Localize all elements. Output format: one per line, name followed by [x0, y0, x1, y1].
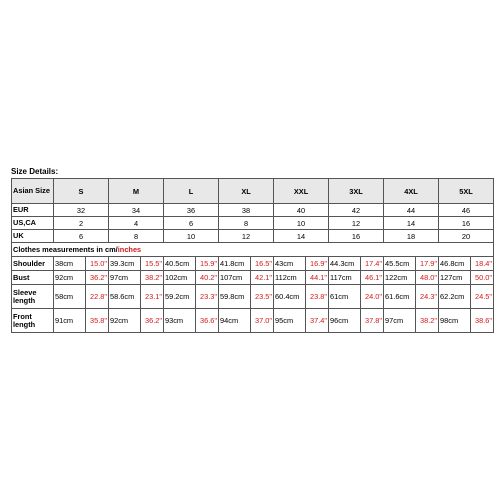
- table-row: [12, 309, 494, 333]
- inch-value: 23.3": [196, 285, 219, 309]
- size-header-3xl: 3XL: [329, 179, 384, 204]
- size-value: 2: [54, 217, 109, 230]
- size-header-m: M: [109, 179, 164, 204]
- cm-value: 122cm: [384, 271, 416, 285]
- inch-value: 42.1": [251, 271, 274, 285]
- size-value: 4: [109, 217, 164, 230]
- table-row: [12, 257, 494, 271]
- cm-value: 92cm: [109, 309, 141, 333]
- cm-value: 107cm: [219, 271, 251, 285]
- inch-value: 16.9": [306, 257, 329, 271]
- cm-value: 91cm: [54, 309, 86, 333]
- size-value: 12: [219, 230, 274, 243]
- inch-value: 38.2": [141, 271, 164, 285]
- size-header-xl: XL: [219, 179, 274, 204]
- inch-value: 48.0": [416, 271, 439, 285]
- cm-value: 58cm: [54, 285, 86, 309]
- size-value: 38: [219, 204, 274, 217]
- cm-value: 41.8cm: [219, 257, 251, 271]
- inch-value: 36.2": [141, 309, 164, 333]
- size-value: 14: [384, 217, 439, 230]
- inch-value: 17.4": [361, 257, 384, 271]
- size-value: 10: [164, 230, 219, 243]
- size-chart: [11, 167, 493, 333]
- size-value: 6: [54, 230, 109, 243]
- row-label: EUR: [12, 204, 54, 217]
- cm-value: 59.2cm: [164, 285, 196, 309]
- size-value: 18: [384, 230, 439, 243]
- size-header-s: S: [54, 179, 109, 204]
- size-value: 42: [329, 204, 384, 217]
- cm-value: 112cm: [274, 271, 306, 285]
- cm-value: 43cm: [274, 257, 306, 271]
- measurements-heading-text: Clothes measurements in cm/: [13, 245, 118, 254]
- inch-value: 16.5": [251, 257, 274, 271]
- cm-value: 59.8cm: [219, 285, 251, 309]
- cm-value: 44.3cm: [329, 257, 361, 271]
- cm-value: 58.6cm: [109, 285, 141, 309]
- measurements-heading: [12, 243, 494, 257]
- size-value: 44: [384, 204, 439, 217]
- cm-value: 127cm: [439, 271, 471, 285]
- inch-value: 38.6": [471, 309, 494, 333]
- cm-value: 45.5cm: [384, 257, 416, 271]
- cm-value: 98cm: [439, 309, 471, 333]
- cm-value: 46.8cm: [439, 257, 471, 271]
- measurement-label: Front length: [12, 309, 54, 333]
- inch-value: 36.6": [196, 309, 219, 333]
- size-value: 8: [219, 217, 274, 230]
- size-value: 34: [109, 204, 164, 217]
- size-header-xxl: XXL: [274, 179, 329, 204]
- inch-value: 23.5": [251, 285, 274, 309]
- size-value: 12: [329, 217, 384, 230]
- inch-value: 37.8": [361, 309, 384, 333]
- cm-value: 117cm: [329, 271, 361, 285]
- table-row: [12, 230, 494, 243]
- size-value: 10: [274, 217, 329, 230]
- inch-value: 38.2": [416, 309, 439, 333]
- inch-value: 17.9": [416, 257, 439, 271]
- size-value: 20: [439, 230, 494, 243]
- size-header-l: L: [164, 179, 219, 204]
- inch-value: 23.1": [141, 285, 164, 309]
- cm-value: 39.3cm: [109, 257, 141, 271]
- cm-value: 97cm: [109, 271, 141, 285]
- size-value: 40: [274, 204, 329, 217]
- inch-value: 24.3": [416, 285, 439, 309]
- measurements-section-row: [12, 243, 494, 257]
- cm-value: 92cm: [54, 271, 86, 285]
- asian-size-label: Asian Size: [12, 179, 54, 204]
- inch-value: 18.4": [471, 257, 494, 271]
- row-label: UK: [12, 230, 54, 243]
- size-value: 16: [329, 230, 384, 243]
- row-label: US,CA: [12, 217, 54, 230]
- measurement-label: Bust: [12, 271, 54, 285]
- measurement-label: Sleeve length: [12, 285, 54, 309]
- inch-value: 15.0": [86, 257, 109, 271]
- measurement-label: Shoulder: [12, 257, 54, 271]
- cm-value: 97cm: [384, 309, 416, 333]
- cm-value: 62.2cm: [439, 285, 471, 309]
- cm-value: 61cm: [329, 285, 361, 309]
- table-row: [12, 217, 494, 230]
- inch-value: 37.4": [306, 309, 329, 333]
- inch-value: 15.5": [141, 257, 164, 271]
- size-value: 14: [274, 230, 329, 243]
- cm-value: 94cm: [219, 309, 251, 333]
- inch-value: 23.8": [306, 285, 329, 309]
- inch-value: 24.5": [471, 285, 494, 309]
- cm-value: 93cm: [164, 309, 196, 333]
- inch-value: 46.1": [361, 271, 384, 285]
- inch-value: 35.8": [86, 309, 109, 333]
- table-row: [12, 204, 494, 217]
- size-header-4xl: 4XL: [384, 179, 439, 204]
- cm-value: 61.6cm: [384, 285, 416, 309]
- inch-value: 36.2": [86, 271, 109, 285]
- size-header-row: [12, 179, 494, 204]
- size-header-5xl: 5XL: [439, 179, 494, 204]
- size-value: 8: [109, 230, 164, 243]
- inch-value: 22.8": [86, 285, 109, 309]
- cm-value: 96cm: [329, 309, 361, 333]
- inch-value: 24.0": [361, 285, 384, 309]
- inch-value: 37.0": [251, 309, 274, 333]
- inch-value: 44.1": [306, 271, 329, 285]
- cm-value: 60.4cm: [274, 285, 306, 309]
- size-value: 6: [164, 217, 219, 230]
- cm-value: 102cm: [164, 271, 196, 285]
- inch-value: 50.0": [471, 271, 494, 285]
- measurements-heading-inches: inches: [117, 245, 142, 254]
- cm-value: 95cm: [274, 309, 306, 333]
- size-value: 32: [54, 204, 109, 217]
- cm-value: 38cm: [54, 257, 86, 271]
- cm-value: 40.5cm: [164, 257, 196, 271]
- size-details-caption: Size Details:: [11, 167, 59, 176]
- table-row: [12, 271, 494, 285]
- size-table: [11, 178, 494, 333]
- table-row: [12, 285, 494, 309]
- inch-value: 15.9": [196, 257, 219, 271]
- size-value: 36: [164, 204, 219, 217]
- inch-value: 40.2": [196, 271, 219, 285]
- size-value: 46: [439, 204, 494, 217]
- size-value: 16: [439, 217, 494, 230]
